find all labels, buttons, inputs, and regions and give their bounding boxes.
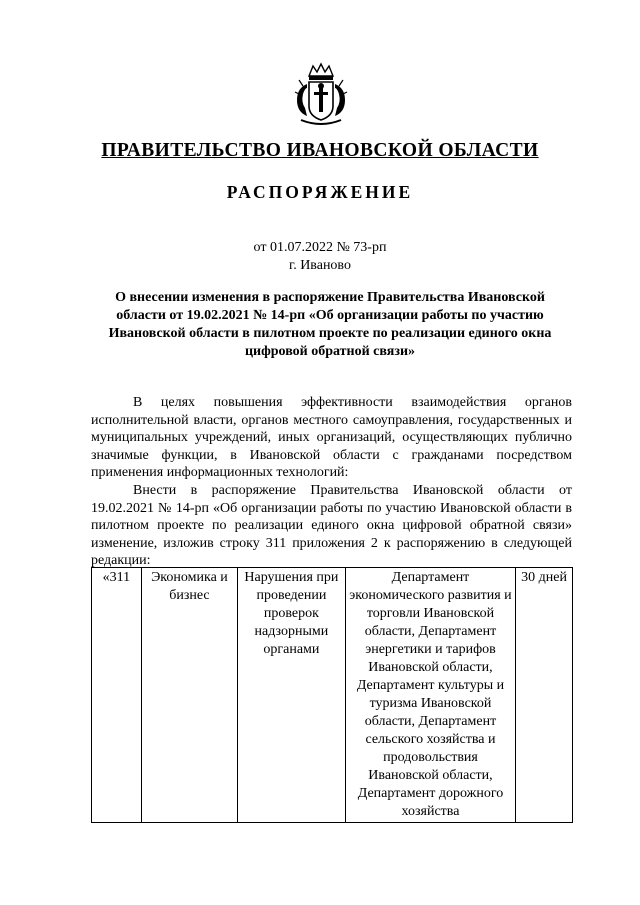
table-row	[92, 568, 573, 823]
document-subject: О внесении изменения в распоряжение Правительства Ивановской области от 19.02.2021 № 14-рп «Об организации работы по участию Ивановской области в пилотном проекте по реализации единого окна цифровой обратной связи»	[108, 290, 552, 359]
body-paragraph-1: В целях повышения эффективности взаимодействия органов исполнительной власти, органов местного самоуправления, государственных и муниципальных учреждений, иных организаций, осуществляющих публично значимые функции, в Ивановской области с гражданами посредством применения информационных технологий:	[91, 395, 572, 481]
sphere-cell: Экономика и бизнес	[141, 568, 237, 823]
government-title: ПРАВИТЕЛЬСТВО ИВАНОВСКОЙ ОБЛАСТИ	[101, 140, 539, 161]
document-date-number: от 01.07.2022 № 73-рп	[253, 240, 387, 255]
problem-cell: Нарушения при проведении проверок надзорными органами	[238, 568, 346, 823]
document-city: г. Иваново	[289, 258, 351, 273]
body-paragraph-2: Внести в распоряжение Правительства Ивановской области от 19.02.2021 № 14-рп «Об организации работы по участию Ивановской области в пилотном проекте по реализации единого окна цифровой обратной связи» изменение, изложив строку 311 приложения 2 к распоряжению в следующей редакции:	[91, 483, 572, 569]
organizations-cell: Департамент экономического развития и торговли Ивановской области, Департамент энергетики и тарифов Ивановской области, Департамент культуры и туризма Ивановской области, Департамент сельского хозяйства и продовольствия Ивановской области, Департамент дорожного хозяйства	[345, 568, 515, 823]
document-type: РАСПОРЯЖЕНИЕ	[226, 182, 414, 202]
appendix-table	[91, 567, 573, 823]
coat-of-arms-emblem	[291, 62, 351, 126]
row-number-cell: «311	[92, 568, 142, 823]
term-cell: 30 дней	[516, 568, 573, 823]
